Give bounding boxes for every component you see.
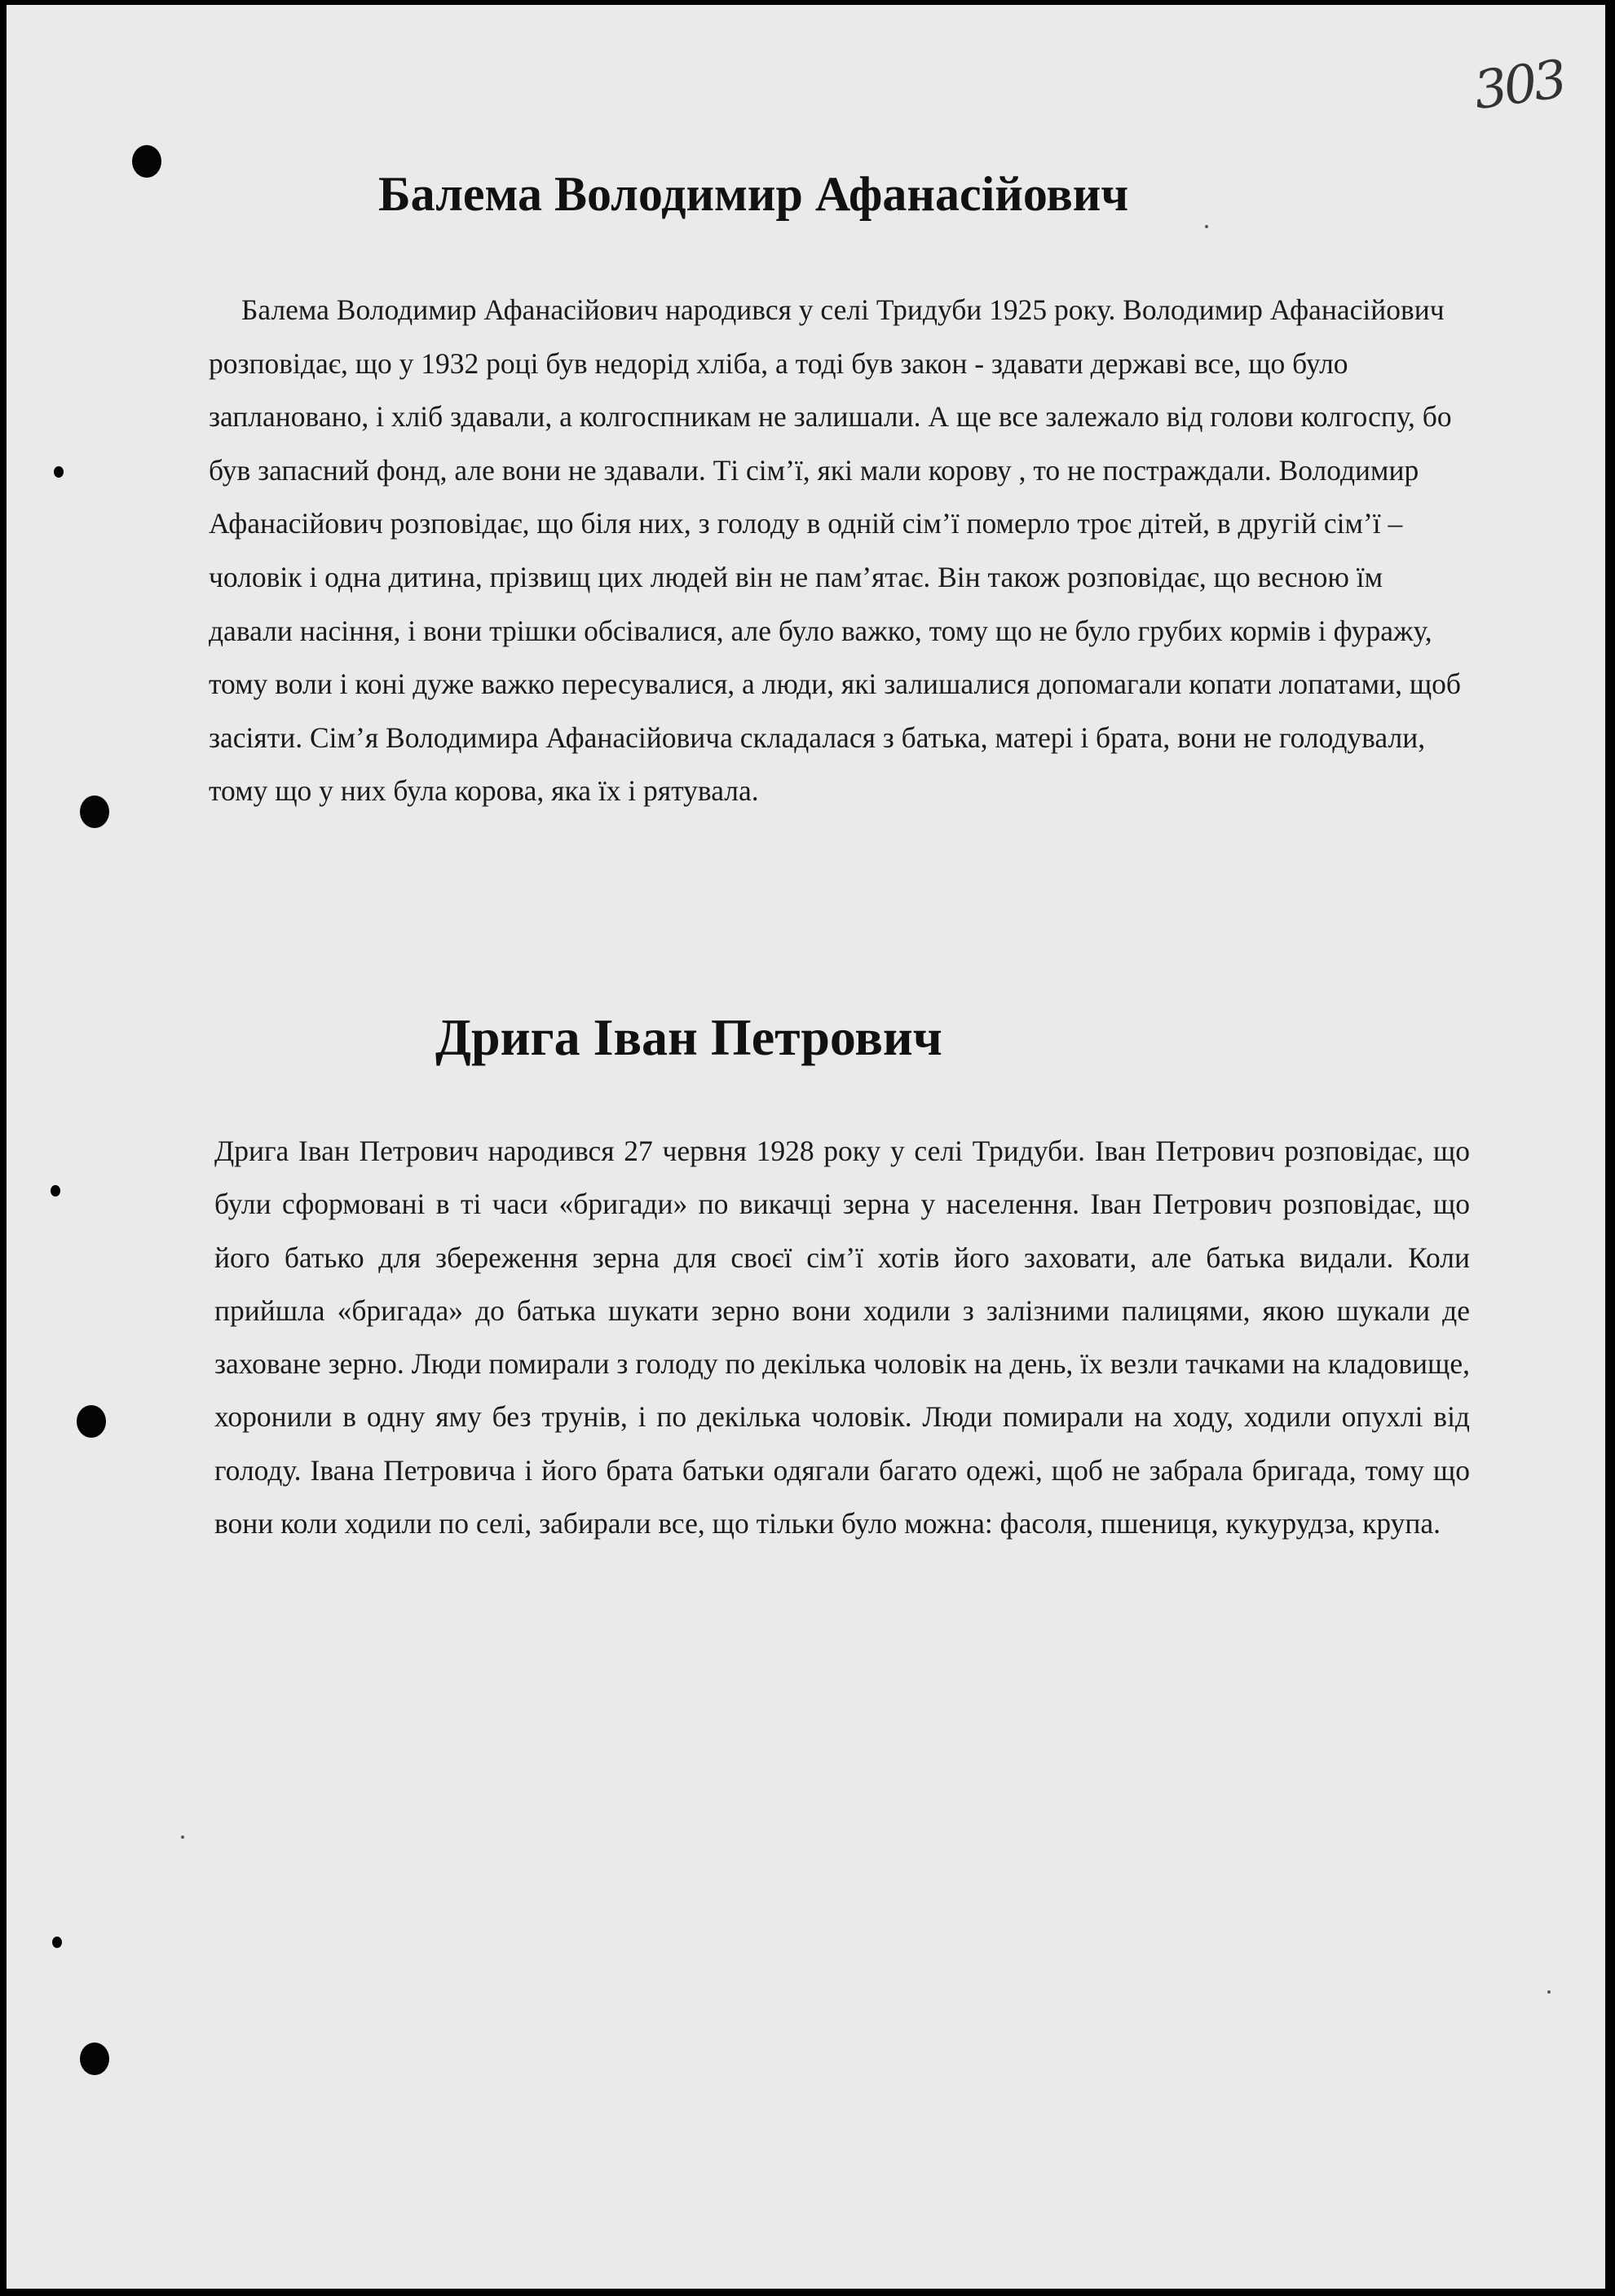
paper-speck: [181, 1835, 184, 1839]
punch-hole: [80, 2043, 109, 2075]
paper-speck: [1547, 1990, 1551, 1994]
punch-hole: [80, 795, 109, 828]
handwritten-page-number: 303: [1470, 49, 1568, 122]
document-page: [7, 5, 1605, 2289]
punch-hole: [77, 1405, 106, 1438]
paper-speck: [1205, 225, 1208, 228]
punch-hole-mark: [51, 1185, 60, 1196]
section-text: Дрига Іван Петрович народився 27 червня 1928 року у селі Тридуби. Іван Петрович розповідає, що були сформовані в ті часи «бригади» по викачці зерна у населення. Іван Петрович розповідає, що його батько для збереження зерна для своєї сім’ї хотів його заховати, але батька видали. Коли прийшла «бригада» до батька шукати зерно вони ходили з залізними палицями, якою шукали де заховане зерно. Люди помирали з голоду по декілька чоловік на день, їх везли тачками на кладовище, хоронили в одну яму без трунів, і по декілька чоловік. Люди помирали на ходу, ходили опухлі від голоду. Івана Петровича і його брата батьки одягали багато одежі, щоб не забрала бригада, тому що вони коли ходили по селі, забирали все, що тільки було можна: фасоля, пшениця, кукурудза, крупа.: [214, 1135, 1470, 1540]
section-text: Балема Володимир Афанасійович народився у селі Тридуби 1925 року. Володимир Афанасійович розповідає, що у 1932 році був недорід хліба, а тоді був закон - здавати державі все, що було заплановано, і хліб здавали, а колгоспникам не залишали. А ще все залежало від голови колгоспу, бо був запасний фонд, але вони не здавали. Ті сім’ї, які мали корову , то не постраждали. Володимир Афанасійович розповідає, що біля них, з голоду в одній сім’ї померло троє дітей, в другій сім’ї – чоловік і одна дитина, прізвищ цих людей він не пам’ятає. Він також розповідає, що весною їм давали насіння, і вони трішки обсівалися, але було важко, тому що не було грубих кормів і фуражу, тому воли і коні дуже важко пересувалися, а люди, які залишалися допомагали копати лопатами, щоб засіяти. Сім’я Володимира Афанасійовича складалася з батька, матері і брата, вони не голодували, тому що у них була корова, яка їх і рятувала.: [209, 293, 1461, 808]
punch-hole: [132, 145, 161, 178]
section-title: Дрига Іван Петрович: [435, 1008, 942, 1066]
section-title: Балема Володимир Афанасійович: [378, 167, 1129, 221]
punch-hole-mark: [52, 1937, 62, 1948]
punch-hole-mark: [54, 466, 64, 478]
